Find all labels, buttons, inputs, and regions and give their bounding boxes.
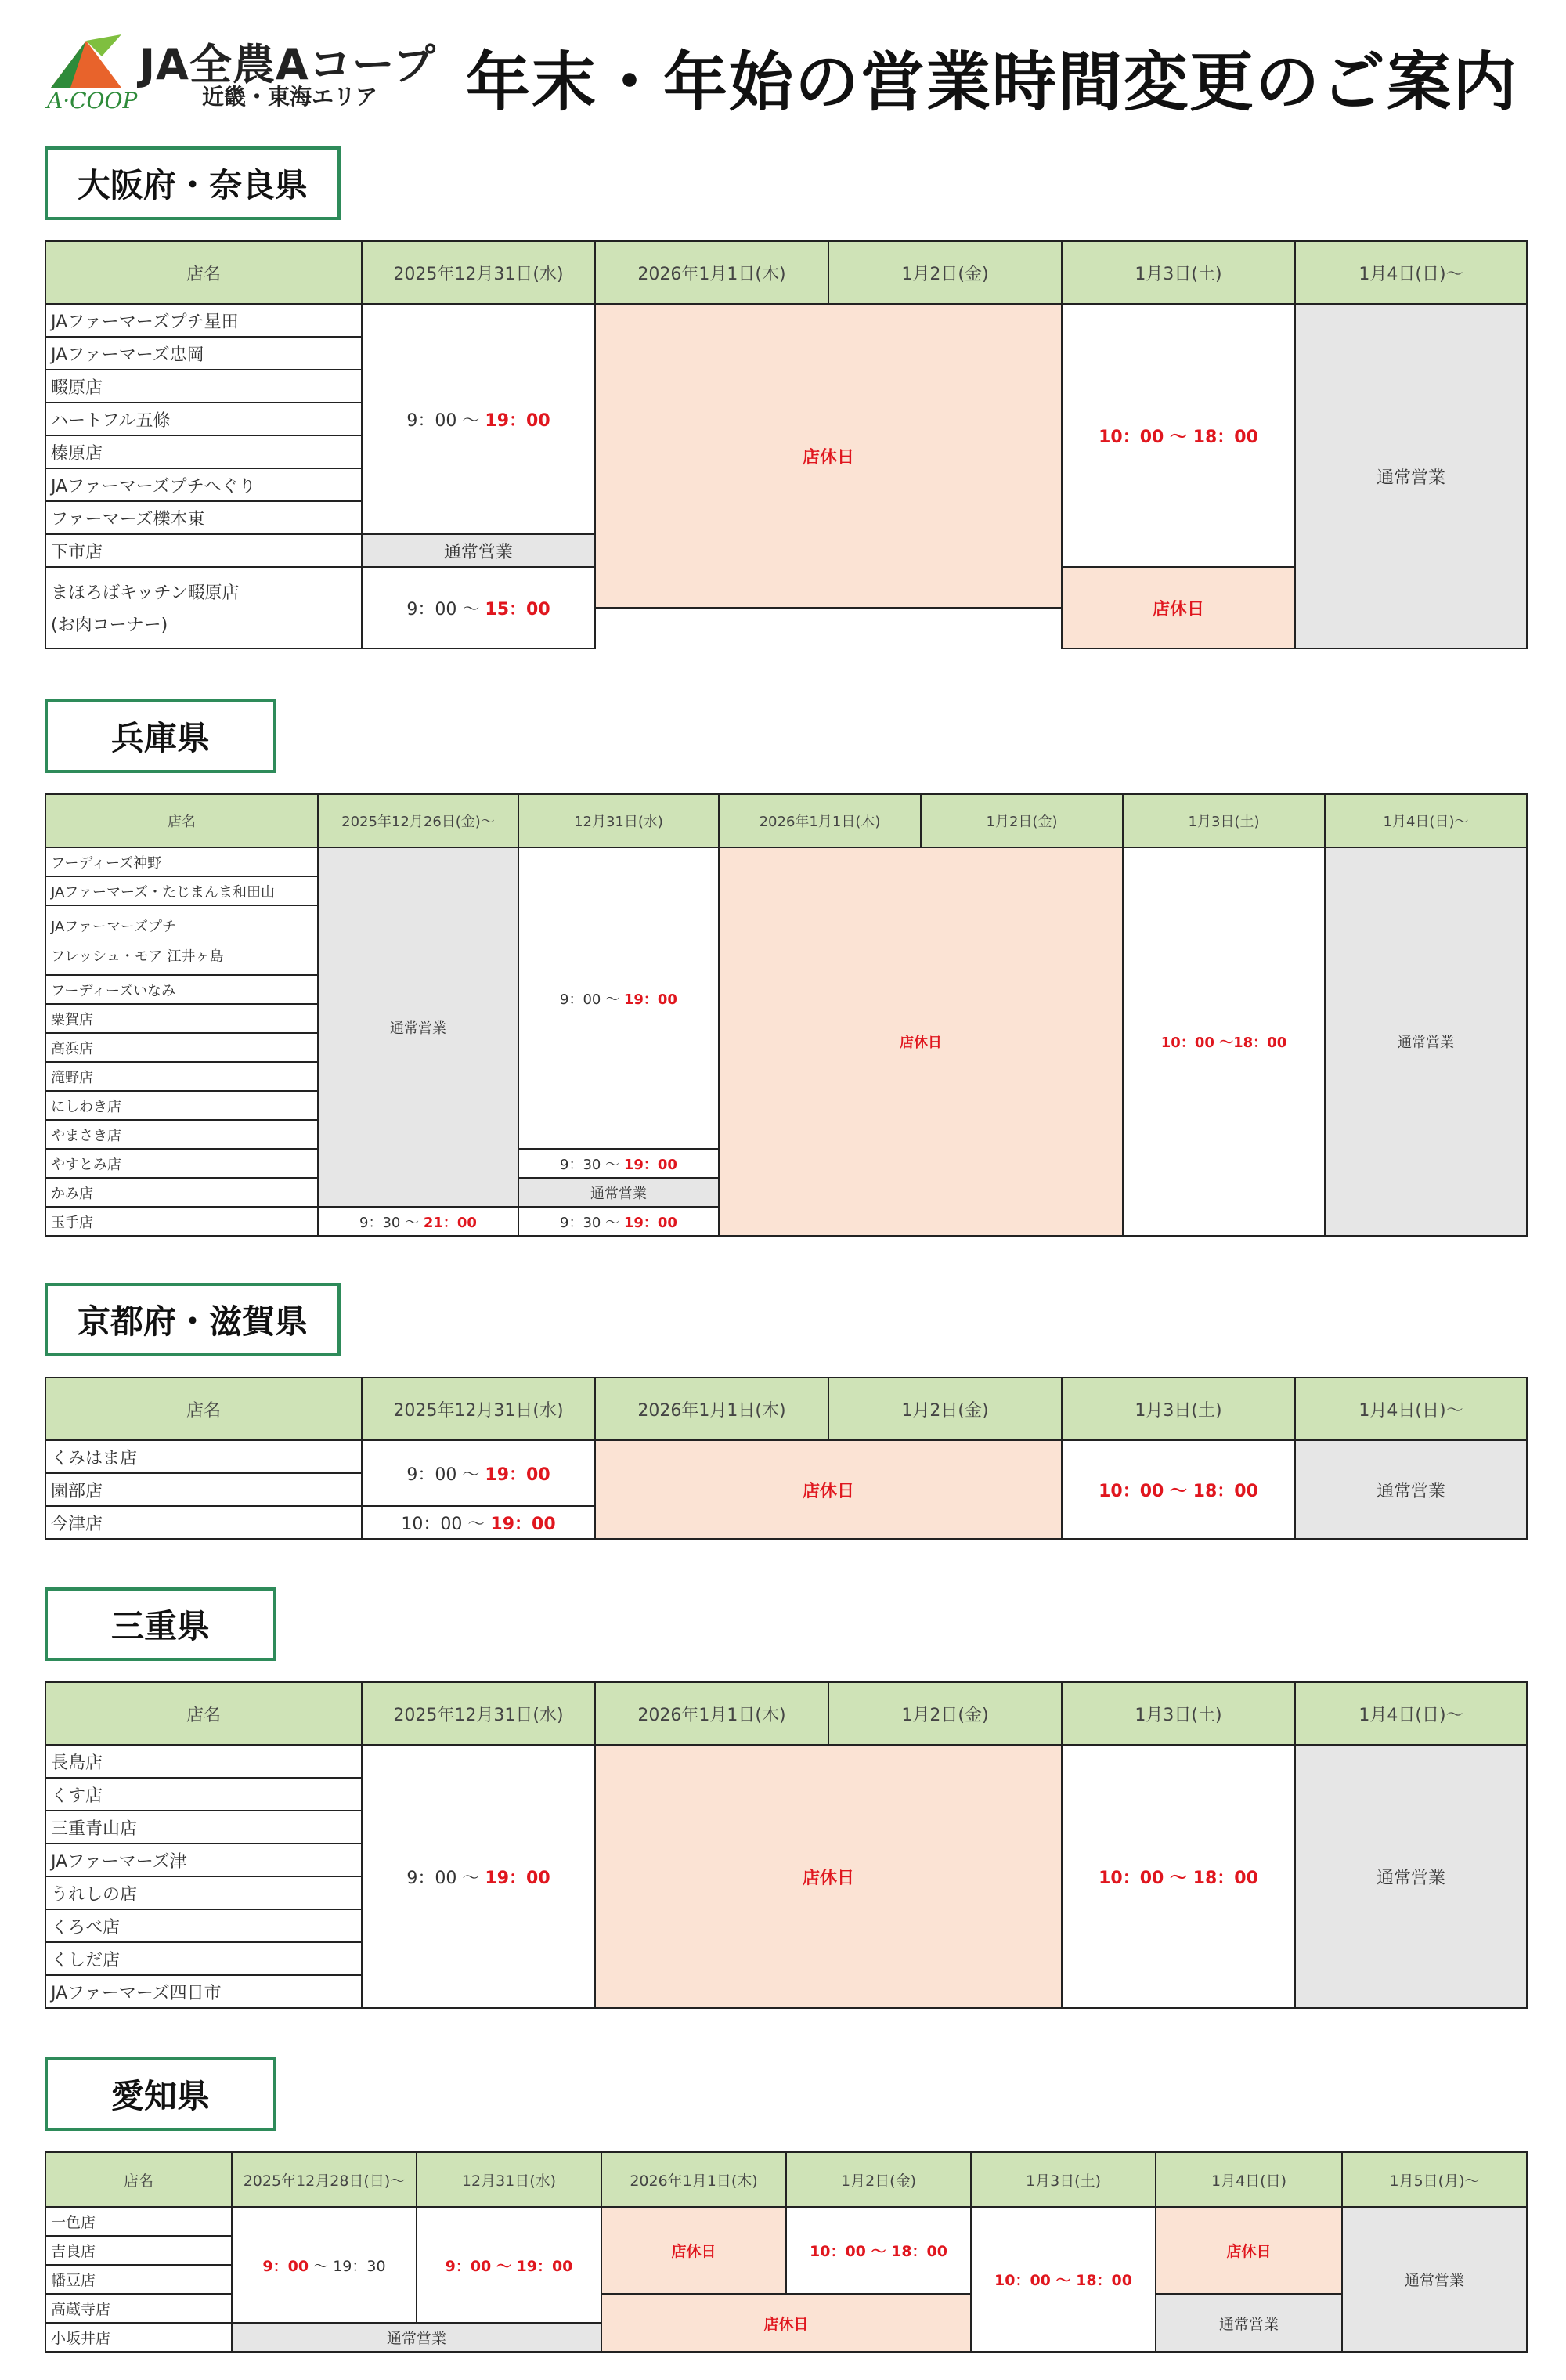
closed-cell: 店休日 — [595, 1440, 1062, 1539]
store-name: ファーマーズ櫟本東 — [45, 501, 362, 534]
table-row — [45, 304, 1527, 337]
region-title: 愛知県 — [45, 2057, 276, 2131]
region-title: 京都府・滋賀県 — [45, 1283, 341, 1356]
col-date: 1月3日(土) — [1062, 1378, 1295, 1440]
closed-cell: 店休日 — [595, 304, 1062, 608]
table-header-row — [45, 1378, 1527, 1440]
store-name: JAファーマーズプチへぐり — [45, 468, 362, 501]
schedule-table — [45, 2151, 1528, 2353]
col-date: 1月5日(月)〜 — [1342, 2152, 1527, 2207]
col-date: 12月31日(水) — [417, 2152, 601, 2207]
col-date: 2026年1月1日(木) — [595, 1682, 828, 1745]
table-header-row — [45, 794, 1527, 847]
store-name: 畷原店 — [45, 370, 362, 403]
hours-cell: 10：00 〜 19：00 — [362, 1506, 595, 1539]
col-date: 2026年1月1日(木) — [601, 2152, 786, 2207]
col-date: 1月4日(日)〜 — [1295, 1682, 1527, 1745]
normal-cell: 通常営業 — [1156, 2294, 1342, 2352]
store-name: くしだ店 — [45, 1942, 362, 1975]
table-header-row — [45, 1682, 1527, 1745]
hours-cell: 9：30 〜 21：00 — [318, 1207, 518, 1236]
store-name: 小坂井店 — [45, 2323, 232, 2352]
store-name: ハートフル五條 — [45, 403, 362, 435]
region-title: 大阪府・奈良県 — [45, 146, 341, 220]
col-date: 1月2日(金) — [828, 241, 1062, 304]
store-name: 長島店 — [45, 1745, 362, 1778]
col-date: 2026年1月1日(木) — [595, 1378, 828, 1440]
hours-cell: 10：00 〜 18：00 — [786, 2207, 971, 2294]
col-date: 1月3日(土) — [1123, 794, 1325, 847]
col-store: 店名 — [45, 241, 362, 304]
col-date: 1月2日(金) — [828, 1378, 1062, 1440]
table-header-row — [45, 241, 1527, 304]
store-name: JAファーマーズプチ フレッシュ・モア 江井ヶ島 — [45, 905, 318, 975]
col-date: 1月2日(金) — [786, 2152, 971, 2207]
page-title: 年末・年始の営業時間変更のご案内 — [466, 45, 1519, 120]
col-date: 2025年12月31日(水) — [362, 241, 595, 304]
closed-cell: 店休日 — [1062, 567, 1295, 648]
col-date: 2025年12月26日(金)〜 — [318, 794, 518, 847]
hours-cell: 9：00 〜 19：00 — [362, 1440, 595, 1506]
store-name: JAファーマーズ忠岡 — [45, 337, 362, 370]
store-name: 幡豆店 — [45, 2265, 232, 2294]
hours-cell: 9：00 〜 15：00 — [362, 567, 595, 648]
col-date: 2025年12月28日(日)〜 — [232, 2152, 417, 2207]
store-name: くみはま店 — [45, 1440, 362, 1473]
col-date: 12月31日(水) — [518, 794, 719, 847]
store-name: 玉手店 — [45, 1207, 318, 1236]
closed-cell: 店休日 — [601, 2294, 971, 2352]
schedule-table — [45, 240, 1528, 649]
hours-cell: 10：00 〜 18：00 — [1062, 304, 1295, 567]
store-name: まほろばキッチン畷原店 (お肉コーナー) — [45, 567, 362, 648]
col-store: 店名 — [45, 1682, 362, 1745]
store-name: やすとみ店 — [45, 1149, 318, 1178]
store-name: 今津店 — [45, 1506, 362, 1539]
region-title: 三重県 — [45, 1587, 276, 1661]
normal-cell: 通常営業 — [518, 1178, 719, 1207]
store-name: フーディーズ神野 — [45, 847, 318, 876]
normal-cell: 通常営業 — [1295, 304, 1527, 648]
col-date: 2025年12月31日(水) — [362, 1378, 595, 1440]
page-header — [0, 0, 1566, 125]
logo-name: JA全農Aコープ — [139, 40, 436, 89]
hours-cell: 10：00 〜 18：00 — [971, 2207, 1156, 2352]
normal-cell: 通常営業 — [232, 2323, 601, 2352]
col-date: 1月2日(金) — [921, 794, 1123, 847]
region-title: 兵庫県 — [45, 699, 276, 773]
normal-cell: 通常営業 — [362, 534, 595, 567]
hours-cell: 9：00 〜 19：00 — [362, 304, 595, 534]
store-name: うれしの店 — [45, 1876, 362, 1909]
store-name: 園部店 — [45, 1473, 362, 1506]
store-name: かみ店 — [45, 1178, 318, 1207]
col-date: 2026年1月1日(木) — [595, 241, 828, 304]
col-date: 1月3日(土) — [1062, 1682, 1295, 1745]
hours-cell: 9：00 〜 19：00 — [362, 1745, 595, 2008]
store-name: 粟賀店 — [45, 1004, 318, 1033]
section-hyogo — [45, 699, 1526, 1248]
normal-cell: 通常営業 — [1295, 1440, 1527, 1539]
schedule-table — [45, 1681, 1528, 2009]
hours-cell: 9：30 〜 19：00 — [518, 1149, 719, 1178]
store-name: フーディーズいなみ — [45, 975, 318, 1004]
table-row — [45, 1440, 1527, 1473]
store-name: くろべ店 — [45, 1909, 362, 1942]
normal-cell: 通常営業 — [1325, 847, 1527, 1236]
table-row — [45, 2207, 1527, 2236]
normal-cell: 通常営業 — [1342, 2207, 1527, 2352]
normal-cell: 通常営業 — [1295, 1745, 1527, 2008]
closed-cell: 店休日 — [595, 1745, 1062, 2008]
store-name: JAファーマーズ津 — [45, 1844, 362, 1876]
store-name: JAファーマーズ四日市 — [45, 1975, 362, 2008]
col-date: 2026年1月1日(木) — [719, 794, 921, 847]
store-name: にしわき店 — [45, 1091, 318, 1120]
section-osaka-nara — [45, 146, 1526, 655]
table-row — [45, 847, 1527, 876]
col-date: 1月3日(土) — [971, 2152, 1156, 2207]
store-name: 高浜店 — [45, 1033, 318, 1062]
normal-cell: 通常営業 — [318, 847, 518, 1207]
section-kyoto-shiga — [45, 1283, 1526, 1541]
closed-cell: 店休日 — [719, 847, 1123, 1236]
store-name: やまさき店 — [45, 1120, 318, 1149]
hours-cell: 9：30 〜 19：00 — [518, 1207, 719, 1236]
col-store: 店名 — [45, 1378, 362, 1440]
table-header-row — [45, 2152, 1527, 2207]
store-name: 高蔵寺店 — [45, 2294, 232, 2323]
store-name: JAファーマーズプチ星田 — [45, 304, 362, 337]
col-date: 2025年12月31日(水) — [362, 1682, 595, 1745]
logo-area: 近畿・東海エリア — [202, 84, 378, 110]
col-date: 1月3日(土) — [1062, 241, 1295, 304]
closed-cell: 店休日 — [601, 2207, 786, 2294]
hours-cell: 9：00 〜 19：30 — [232, 2207, 417, 2323]
col-date: 1月4日(日) — [1156, 2152, 1342, 2207]
store-name: JAファーマーズ・たじまんま和田山 — [45, 876, 318, 905]
store-name: 吉良店 — [45, 2236, 232, 2265]
closed-cell: 店休日 — [1156, 2207, 1342, 2294]
section-mie — [45, 1587, 1526, 2018]
section-aichi — [45, 2057, 1526, 2355]
store-name: 滝野店 — [45, 1062, 318, 1091]
store-name: 下市店 — [45, 534, 362, 567]
col-date: 1月4日(日)〜 — [1295, 241, 1527, 304]
logo-coop-text: A·COOP — [47, 88, 138, 114]
store-name: 一色店 — [45, 2207, 232, 2236]
col-date: 1月4日(日)〜 — [1325, 794, 1527, 847]
col-store: 店名 — [45, 2152, 232, 2207]
hours-cell: 10：00 〜18：00 — [1123, 847, 1325, 1236]
col-date: 1月4日(日)〜 — [1295, 1378, 1527, 1440]
store-name: くす店 — [45, 1778, 362, 1811]
hours-cell: 10：00 〜 18：00 — [1062, 1440, 1295, 1539]
schedule-table — [45, 793, 1528, 1237]
hours-cell: 10：00 〜 18：00 — [1062, 1745, 1295, 2008]
col-date: 1月2日(金) — [828, 1682, 1062, 1745]
store-name: 三重青山店 — [45, 1811, 362, 1844]
schedule-table — [45, 1377, 1528, 1540]
hours-cell: 9：00 〜 19：00 — [518, 847, 719, 1149]
hours-cell: 9：00 〜 19：00 — [417, 2207, 601, 2323]
store-name: 榛原店 — [45, 435, 362, 468]
col-store: 店名 — [45, 794, 318, 847]
table-row — [45, 1745, 1527, 1778]
